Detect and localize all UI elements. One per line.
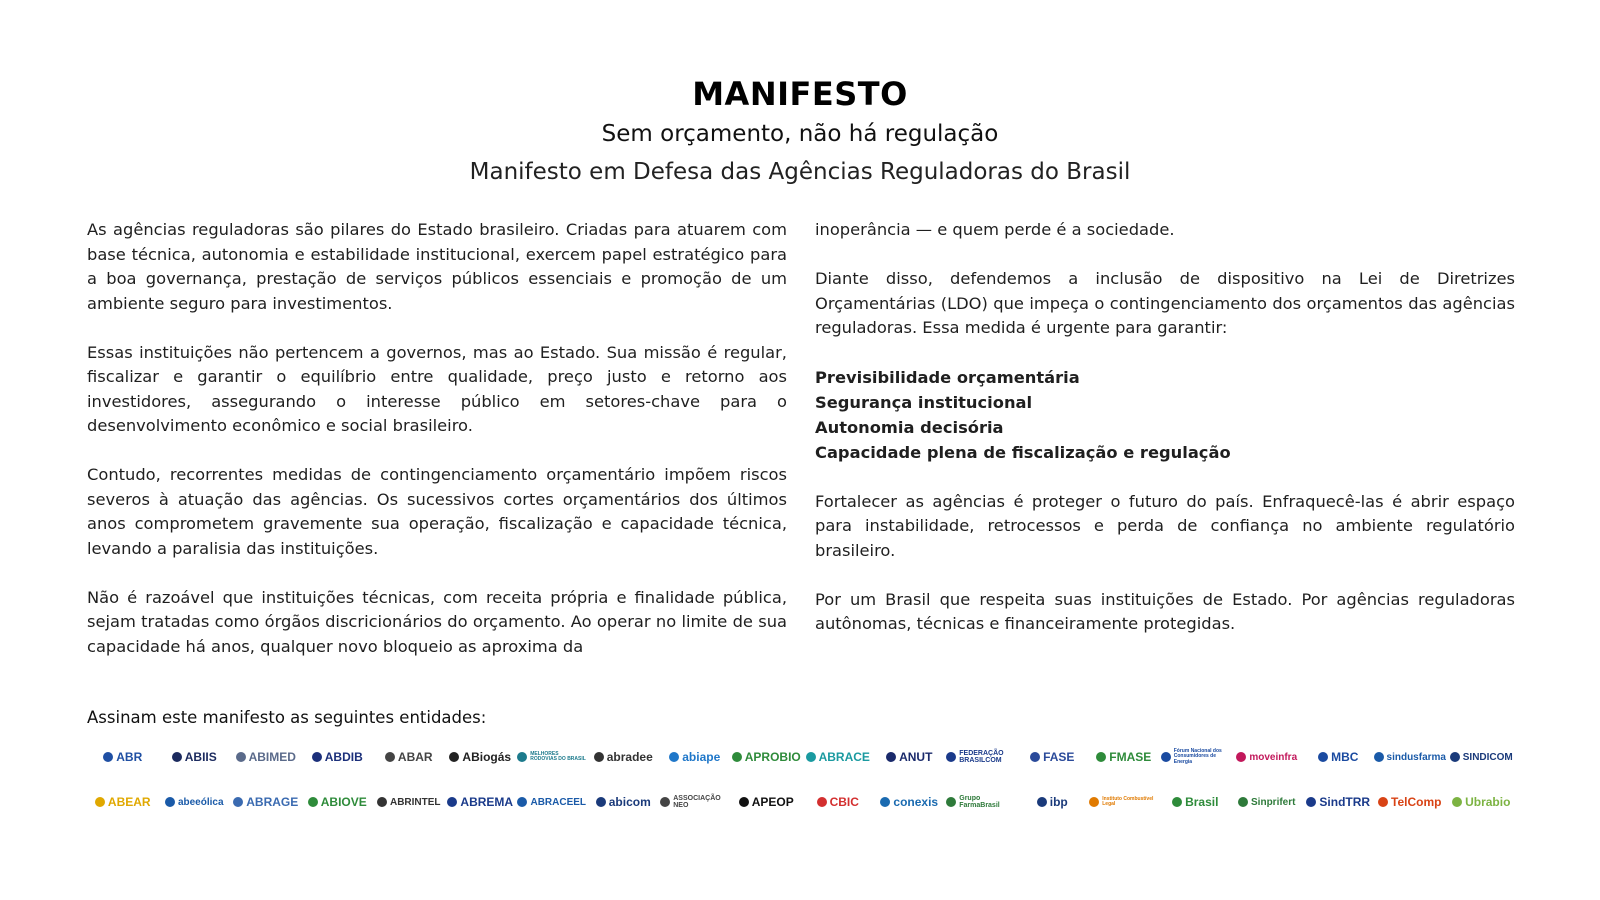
logo-mark-icon <box>517 752 527 762</box>
signatory-logo <box>588 740 660 774</box>
logo-mark-icon <box>447 797 457 807</box>
logo-mark-icon <box>594 752 604 762</box>
paragraph: Não é razoável que instituições técnicas, com receita própria e finalidade pública, sejam tratadas como órgãos discricionários do orçamento. Ao operar no limite de sua capacidade há anos, qualquer novo bloqueio as aproxima da <box>87 587 787 656</box>
logo-text: ibp <box>1049 795 1068 809</box>
logo-text: CBIC <box>829 795 859 809</box>
right-text-column <box>815 218 1515 661</box>
logo-text: TelComp <box>1391 795 1442 809</box>
logo-text: conexis <box>893 795 939 809</box>
signatory-logo <box>588 780 660 824</box>
list-item: Autonomia decisória <box>815 418 1004 437</box>
signatory-logo <box>230 780 302 824</box>
signatory-logo <box>1160 780 1232 824</box>
logo-mark-icon <box>236 752 246 762</box>
signatory-logo <box>159 740 231 774</box>
logo-mark-icon <box>449 752 459 762</box>
signatory-logo <box>731 740 803 774</box>
logo-text: ABIOVE <box>320 795 367 809</box>
logo-mark-icon <box>739 797 749 807</box>
paragraph: Por um Brasil que respeita suas instituições de Estado. Por agências reguladoras autônomas, técnicas e financeiramente protegidas. <box>815 589 1515 633</box>
logo-mark-icon <box>806 752 816 762</box>
paragraph: Essas instituições não pertencem a governos, mas ao Estado. Sua missão é regular, fiscalizar e garantir o equilíbrio entre qualidade, preço justo e retorno aos investidores, assegurando o interesse público em setores-chave para o desenvolvimento econômico e social brasileiro. <box>87 342 787 435</box>
signatory-logo <box>1374 740 1446 774</box>
logo-text: abiape <box>682 750 721 764</box>
signatory-logos-row-1 <box>87 740 1517 774</box>
logo-mark-icon <box>1037 797 1047 807</box>
logo-text: ABIIS <box>184 750 217 764</box>
logo-text: SindTRR <box>1319 795 1371 809</box>
signatory-logo <box>87 740 159 774</box>
logo-text: Brasil <box>1185 795 1219 809</box>
logo-mark-icon <box>233 797 243 807</box>
logo-mark-icon <box>946 752 956 762</box>
page-subtitle: Sem orçamento, não há regulação <box>601 121 999 147</box>
logo-text: ABR <box>116 750 143 764</box>
logo-mark-icon <box>946 797 956 807</box>
logo-mark-icon <box>385 752 395 762</box>
signatory-logo <box>373 780 445 824</box>
signatory-logo <box>802 740 874 774</box>
logo-text: sindusfarma <box>1386 751 1446 763</box>
logo-text: ABDIB <box>324 750 363 764</box>
signatory-logo <box>373 740 445 774</box>
left-text-column <box>87 218 787 684</box>
logo-text: ABEAR <box>107 795 151 809</box>
logo-text: ABAR <box>397 750 433 764</box>
page-subtitle-secondary: Manifesto em Defesa das Agências Reguladoras do Brasil <box>469 159 1131 185</box>
list-item: Segurança institucional <box>815 393 1033 412</box>
paragraph: Contudo, recorrentes medidas de contingenciamento orçamentário impõem riscos severos à atuação das agências. Os sucessivos cortes orçamentários dos últimos anos comprometem gravemente sua operação, fiscalização e capacidade técnica, levando a paralisia das instituições. <box>87 465 787 558</box>
logo-text: abradee <box>606 750 653 764</box>
logo-mark-icon <box>165 797 175 807</box>
logo-text: APROBIO <box>744 750 801 764</box>
logo-text: ABRACEEL <box>530 796 587 808</box>
logo-text: Instituto Combustível Legal <box>1102 795 1154 807</box>
logo-text: FEDERAÇÃO BRASILCOM <box>959 749 1004 764</box>
logo-text: ABRAGE <box>246 795 299 809</box>
signatories-title: Assinam este manifesto as seguintes entidades: <box>87 708 487 727</box>
logo-text: Fórum Nacional dos Consumidores de Energia <box>1173 748 1222 765</box>
logo-mark-icon <box>1089 797 1099 807</box>
logo-text: Ubrabio <box>1465 795 1511 809</box>
logo-mark-icon <box>1452 797 1462 807</box>
logo-text: ASSOCIAÇÃO NEO <box>673 794 721 809</box>
logo-text: APEOP <box>751 795 794 809</box>
logo-text: ABRACE <box>818 750 870 764</box>
signatory-logos-row-2 <box>87 780 1517 824</box>
signatory-logo <box>659 780 731 824</box>
logo-text: ANUT <box>899 750 933 764</box>
logo-mark-icon <box>517 797 527 807</box>
signatory-logo <box>1160 740 1232 774</box>
logo-mark-icon <box>95 797 105 807</box>
logo-text: FASE <box>1043 750 1075 764</box>
logo-mark-icon <box>732 752 742 762</box>
list-item: Previsibilidade orçamentária <box>815 368 1080 387</box>
page-title: MANIFESTO <box>692 75 908 113</box>
logo-mark-icon <box>103 752 113 762</box>
signatory-logo <box>1446 740 1518 774</box>
signatory-logo <box>1017 780 1089 824</box>
signatory-logo <box>302 780 374 824</box>
signatory-logo <box>1374 780 1446 824</box>
logo-text: abicom <box>608 795 651 809</box>
signatory-logo <box>659 740 731 774</box>
logo-text: ABREMA <box>460 795 514 809</box>
logo-mark-icon <box>308 797 318 807</box>
signatory-logo <box>159 780 231 824</box>
list-item: Capacidade plena de fiscalização e regulação <box>815 443 1231 462</box>
logo-mark-icon <box>1378 797 1388 807</box>
logo-mark-icon <box>669 752 679 762</box>
signatory-logo <box>445 780 517 824</box>
paragraph: inoperância — e quem perde é a sociedade. <box>815 220 1175 239</box>
logo-mark-icon <box>1238 797 1248 807</box>
signatory-logo <box>1303 740 1375 774</box>
logo-mark-icon <box>660 797 670 807</box>
signatory-logo <box>87 780 159 824</box>
logo-mark-icon <box>880 797 890 807</box>
logo-mark-icon <box>1096 752 1106 762</box>
logo-mark-icon <box>172 752 182 762</box>
logo-text: Grupo FarmaBrasil <box>959 794 1000 809</box>
logo-mark-icon <box>1236 752 1246 762</box>
manifesto-header <box>0 72 1600 190</box>
signatory-logo <box>731 780 803 824</box>
signatory-logo <box>874 740 946 774</box>
logo-mark-icon <box>312 752 322 762</box>
logo-mark-icon <box>1374 752 1384 762</box>
logo-text: Sinprifert <box>1251 796 1296 808</box>
logo-text: FMASE <box>1109 750 1152 764</box>
logo-mark-icon <box>377 797 387 807</box>
paragraph: Fortalecer as agências é proteger o futuro do país. Enfraquecê-las é abrir espaço para instabilidade, retrocessos e perda de confiança no ambiente regulatório brasileiro. <box>815 491 1515 560</box>
logo-text: abeeólica <box>177 796 224 808</box>
signatory-logo <box>1088 740 1160 774</box>
logo-mark-icon <box>886 752 896 762</box>
logo-text: ABiogás <box>462 750 512 764</box>
logo-mark-icon <box>596 797 606 807</box>
guarantees-list <box>815 365 1515 465</box>
logo-text: ABIMED <box>248 750 296 764</box>
signatory-logo <box>945 780 1017 824</box>
logo-text: SINDICOM <box>1462 751 1513 763</box>
signatory-logo <box>1017 740 1089 774</box>
signatory-logo <box>516 780 588 824</box>
signatory-logo <box>516 740 588 774</box>
logo-text: MELHORES RODOVIAS DO BRASIL <box>530 750 586 762</box>
signatory-logo <box>302 740 374 774</box>
logo-mark-icon <box>1172 797 1182 807</box>
paragraph: As agências reguladoras são pilares do Estado brasileiro. Criadas para atuarem com base técnica, autonomia e estabilidade institucional, exercem papel estratégico para a boa governança, prestação de serviços públicos essenciais e promoção de um ambiente seguro para investimentos. <box>87 220 787 313</box>
signatory-logo <box>802 780 874 824</box>
logo-mark-icon <box>1161 752 1171 762</box>
logo-mark-icon <box>1450 752 1460 762</box>
logo-text: MBC <box>1331 750 1359 764</box>
signatory-logo <box>230 740 302 774</box>
logo-text: ABRINTEL <box>389 796 441 808</box>
signatory-logo <box>1303 780 1375 824</box>
signatory-logo <box>874 780 946 824</box>
logo-mark-icon <box>1306 797 1316 807</box>
signatory-logo <box>1088 780 1160 824</box>
signatory-logo <box>1231 780 1303 824</box>
logo-mark-icon <box>1318 752 1328 762</box>
logo-mark-icon <box>1030 752 1040 762</box>
signatory-logo <box>445 740 517 774</box>
paragraph: Diante disso, defendemos a inclusão de dispositivo na Lei de Diretrizes Orçamentárias (LDO) que impeça o contingenciamento dos orçamentos das agências reguladoras. Essa medida é urgente para garantir: <box>815 269 1515 337</box>
signatory-logo <box>1231 740 1303 774</box>
signatory-logo <box>945 740 1017 774</box>
signatory-logo <box>1446 780 1518 824</box>
logo-text: moveinfra <box>1249 751 1298 763</box>
logo-mark-icon <box>817 797 827 807</box>
